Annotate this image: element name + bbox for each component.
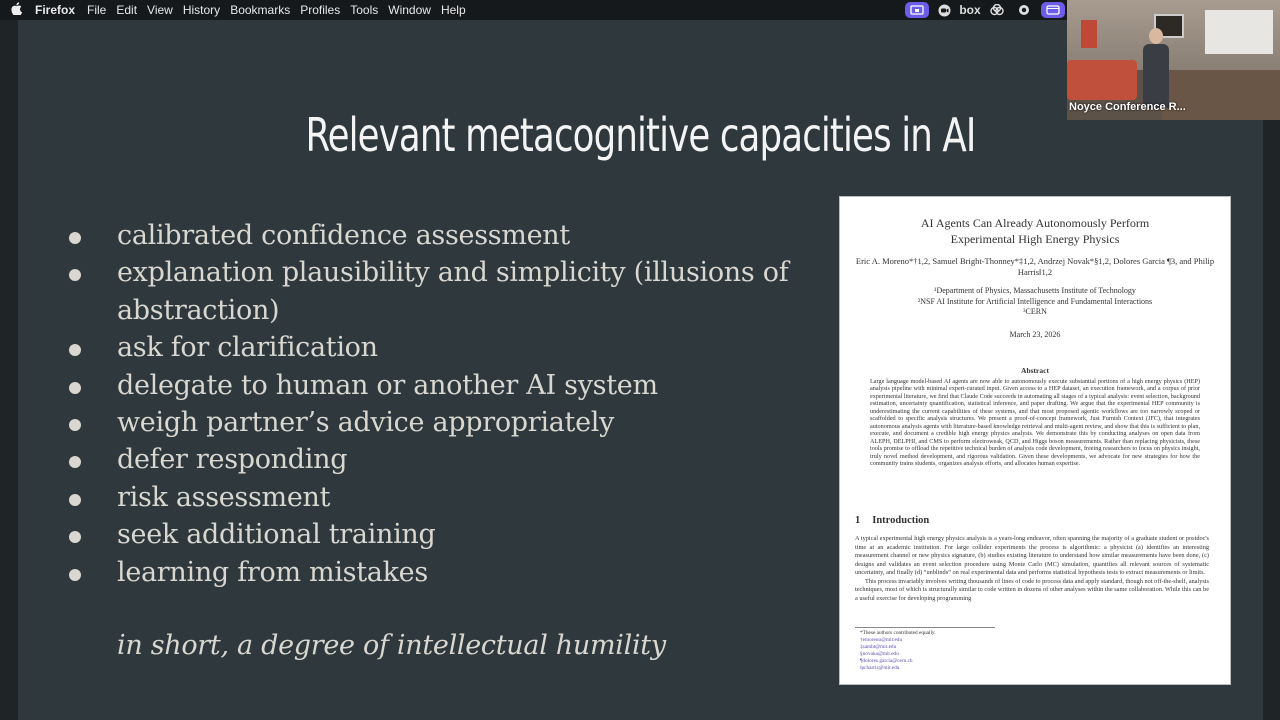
- box-icon[interactable]: box: [959, 3, 981, 17]
- footnote-text: *These authors contributed equally.: [860, 630, 936, 636]
- paper-date: March 23, 2026: [1009, 330, 1061, 339]
- footnote-email: ¶dolores.garcia@cern.ch: [860, 658, 913, 664]
- menu-bookmarks[interactable]: Bookmarks: [230, 3, 291, 17]
- paper-affiliation: ³CERN: [1023, 307, 1047, 316]
- footnote-email: §novaka@mit.edu: [860, 651, 899, 657]
- menu-view[interactable]: View: [147, 3, 173, 17]
- footnote-email: ‖pcharris@mit.edu: [860, 665, 900, 671]
- bullet-list: [68, 217, 828, 591]
- slide-tagline: in short, a degree of intellectual humility: [117, 630, 666, 661]
- webcam-thumbnail[interactable]: [1067, 0, 1280, 120]
- bullet-text: learning from mistakes: [117, 556, 428, 588]
- speaker-body: [1143, 44, 1169, 108]
- bullet-dot-icon: [69, 232, 81, 244]
- bullet-text: risk assessment: [117, 481, 331, 513]
- menu-window[interactable]: Window: [388, 3, 431, 17]
- menu-edit[interactable]: Edit: [116, 3, 138, 17]
- paper-affiliation: ²NSF AI Institute for Artificial Intelligence and Fundamental Interactions: [917, 296, 1153, 306]
- bullet-item: [68, 441, 828, 478]
- paper-title-line: Experimental High Energy Physics: [950, 232, 1120, 246]
- body-paragraph: This process invariably involves writing thousands of lines of code to process data and apply standard, though not off-the-shelf, analysis techniques, most of which is structurally similar to code written in dozens of other analyses within the same collaboration. While this can be a useful exercise for developing programming: [855, 577, 1209, 602]
- section-number: 1: [855, 515, 861, 526]
- zoom-app-icon[interactable]: [936, 1, 952, 19]
- paper-title: [860, 215, 1210, 247]
- bullet-dot-icon: [69, 569, 81, 581]
- paper-body: [855, 535, 1209, 603]
- paper-affiliations: [855, 286, 1215, 318]
- slide-title: Relevant metacognitive capacities in AI: [305, 108, 976, 162]
- bullet-text: seek additional training: [117, 519, 436, 551]
- abstract-heading: Abstract: [1021, 366, 1049, 375]
- menu-help[interactable]: Help: [440, 3, 466, 17]
- bullet-text: calibrated confidence assessment: [117, 220, 570, 251]
- webcam-whiteboard: [1205, 10, 1273, 54]
- paper-authors: Eric A. Moreno*†1,2, Samuel Bright-Thonney*‡1,2, Andrzej Novak*§1,2, Dolores Garcia ¶3, and Philip Harris‖1,2: [855, 256, 1215, 277]
- webcam-label: Noyce Conference R...: [1069, 101, 1186, 113]
- webcam-speaker: [1143, 28, 1169, 108]
- bullet-item: [68, 254, 828, 329]
- bullet-text: ask for clarification: [117, 332, 378, 364]
- webcam-chair: [1067, 60, 1137, 100]
- bullet-dot-icon: [69, 269, 81, 281]
- bullet-item: [68, 329, 828, 366]
- menu-profiles[interactable]: Profiles: [300, 3, 341, 17]
- bullet-dot-icon: [69, 344, 81, 356]
- menu-app-firefox[interactable]: Firefox: [35, 3, 76, 17]
- bullet-dot-icon: [69, 456, 81, 468]
- speaker-head: [1149, 28, 1163, 44]
- paper-title-line: AI Agents Can Already Autonomously Perform: [920, 216, 1150, 230]
- footnote-email: †emoreno@mit.edu: [860, 637, 903, 643]
- bullet-item: [68, 516, 828, 553]
- bullet-dot-icon: [69, 382, 81, 394]
- window-margin-right: [1263, 120, 1280, 720]
- body-paragraph: A typical experimental high energy physics analysis is a years-long endeavor, often spanning the majority of a graduate student or postdoc's time at an academic institution. For large collider experiments the process is algorithmic: a physicist (a) identifies an interesting measurement channel or new physics signature, (b) studies existing literature to understand how similar measurements have been done, (c) designs and validates an event selection procedure using Monte Carlo (MC) simulation, quantifies all relevant sources of systematic uncertainty, and finally (d) “unblinds” on real experimental data and performs statistical hypothesis tests to extract measurements or limits.: [855, 535, 1209, 576]
- apple-logo-icon[interactable]: [11, 2, 25, 18]
- window-icon[interactable]: [1040, 1, 1066, 19]
- bullet-text: defer responding: [117, 444, 348, 476]
- bullet-dot-icon: [69, 531, 81, 543]
- bullet-item: [68, 479, 828, 516]
- openai-icon[interactable]: [1016, 1, 1032, 19]
- paper-screenshot: [839, 196, 1231, 685]
- bullet-item: [68, 404, 828, 441]
- footnotes: [860, 630, 1160, 672]
- footnote-email: ‡sambt@mit.edu: [860, 644, 897, 650]
- bullet-text: explanation plausibility and simplicity (illusions of abstraction): [117, 257, 789, 326]
- webcam-wall-art: [1081, 20, 1097, 48]
- section-heading: [855, 515, 941, 526]
- bullet-text: weigh partner’s advice appropriately: [117, 407, 615, 439]
- menu-file[interactable]: File: [87, 3, 107, 17]
- bullet-item: [68, 217, 828, 254]
- window-margin-left: [0, 20, 18, 720]
- bullet-dot-icon: [69, 419, 81, 431]
- menu-tools[interactable]: Tools: [350, 3, 379, 17]
- section-title: Introduction: [872, 515, 930, 526]
- bullet-item: [68, 367, 828, 404]
- bullet-text: delegate to human or another AI system: [117, 369, 658, 401]
- abstract-text: Large language model-based AI agents are now able to autonomously execute substantial portions of a high energy physics (HEP) analysis pipeline with minimal expert-curated input. Given access to a HEP dataset, an execution framework, and a corpus of prior experimental literature, we find that Claude Code succeeds in automating all stages of a typical analysis: event selection, background estimation, uncertainty quantification, statistical inference, and paper drafting. We argue that the experimental HEP community is underestimating the current capabilities of these systems, and that most proposed agentic workflows are too narrowly scoped or scaffolded to specific analysis structures. We present a proof-of-concept framework, Just Furnish Context (JFC), that integrates autonomous analysis agents with literature-based knowledge retrieval and multi-agent review, and show that this is sufficient to plan, execute, and document a credible high energy physics analysis. We demonstrate this by conducting analyses on open data from ALEPH, DELPHI, and CMS to perform electroweak, QCD, and Higgs boson measurements. Rather than replacing physicists, these tools promise to offload the repetitive technical burden of analysis code development, freeing researchers to focus on physics insight, truly novel method development, and rigorous validation. Given these developments, we advocate for new strategies for how the community trains students, organizes analysis efforts, and allocates human expertise.: [870, 378, 1200, 467]
- footnote-rule: [855, 627, 995, 628]
- bullet-item: [68, 554, 828, 591]
- menu-history[interactable]: History: [182, 3, 221, 17]
- bullet-dot-icon: [69, 494, 81, 506]
- creative-cloud-icon[interactable]: [989, 1, 1005, 19]
- paper-affiliation: ¹Department of Physics, Massachusetts Institute of Technology: [934, 286, 1136, 295]
- screen-share-icon[interactable]: [904, 1, 930, 19]
